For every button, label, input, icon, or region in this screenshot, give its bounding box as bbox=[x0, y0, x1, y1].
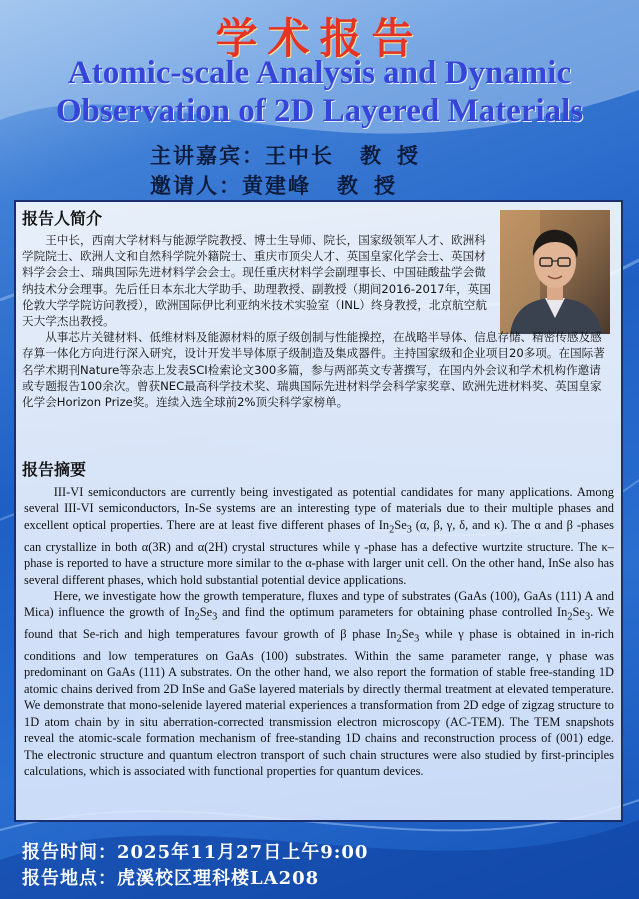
talk-location bbox=[22, 864, 319, 890]
abstract-heading: 报告摘要 bbox=[22, 460, 87, 479]
subscript-3: 3 bbox=[212, 611, 218, 623]
abstract-se: Se bbox=[199, 605, 213, 620]
abstract-p2-part-a: Here, we investigate how the growth temperature, fluxes and type of substrates (GaAs (100), GaAs (111) A and Mica) influence the growth of In bbox=[24, 588, 614, 620]
abstract-se: Se bbox=[572, 605, 585, 620]
speaker-line bbox=[150, 140, 434, 170]
speaker-role: 教授 bbox=[360, 143, 434, 168]
inviter-name: 黄建峰 bbox=[242, 173, 311, 198]
bio-paragraph-1: 王中长，西南大学材料与能源学院教授、博士生导师、院长，国家级领军人才、欧洲科学院院士、欧洲人文和自然科学院外籍院士、重庆市顶尖人才、英国皇家化学会士、英国材料学会会士、瑞典国际先进材料学会会士。现任重庆材料学会副理事长、中国硅酸盐学会微纳技术分会理事。先后任日本东北大学助手、助理教授、副教授（期间2016-2017年，英国伦敦大学学院访问教授），欧洲国际伊比利亚纳米技术实验室（INL）终身教授，北京航空航天大学杰出教授。 bbox=[22, 233, 491, 329]
subscript-2: 2 bbox=[194, 611, 200, 623]
abstract-text bbox=[24, 484, 614, 779]
bio-text bbox=[22, 232, 614, 410]
content-panel bbox=[14, 200, 623, 822]
time-label: 报告时间： bbox=[22, 842, 117, 863]
abstract-p2-part-b: and find the optimum parameters for obtaining phase controlled In bbox=[217, 605, 568, 620]
speaker-name: 王中长 bbox=[265, 143, 334, 168]
subscript-3: 3 bbox=[414, 633, 420, 645]
abstract-paragraph-1 bbox=[24, 484, 614, 588]
subscript-2: 2 bbox=[389, 524, 395, 536]
abstract-p2-part-c: . We found that Se-rich and high temperatures favour growth of β phase In bbox=[24, 605, 614, 642]
poster-title: 学术报告 bbox=[215, 14, 424, 63]
abstract-p1-part-b: (α, β, γ, δ, and κ). The α and β -phases can crystallize in both α(3R) and α(2H) crystal structures while γ -phase has a defective wurtzite structure. The κ–phase is reported to have a structure more similar to the α-phase with larger unit cell. On the other hand, InSe also has several different phases, which hold substantial potential device applications. bbox=[24, 517, 614, 587]
abstract-paragraph-2 bbox=[24, 588, 614, 779]
talk-time bbox=[22, 838, 368, 864]
subscript-2: 2 bbox=[567, 611, 573, 623]
place-label: 报告地点： bbox=[22, 868, 117, 889]
subscript-2: 2 bbox=[396, 633, 402, 645]
abstract-se: Se bbox=[394, 517, 407, 532]
inviter-label: 邀请人： bbox=[150, 173, 242, 198]
time-value: 2025年11月27日上午9:00 bbox=[117, 842, 369, 863]
speaker-label: 主讲嘉宾： bbox=[150, 143, 265, 168]
bio-paragraph-2: 从事芯片关键材料、低维材料及能源材料的原子级创制与性能操控，在战略半导体、信息存储、精密传感及感存算一体化方向进行深入研究，设计开发半导体原子级制造及集成器件。主持国家级和企业项目20多项。在国际著名学术期刊Nature等杂志上发表SCI检索论文300多篇，参与两部英文专著撰写，在国内外会议和学术机构作邀请或专题报告100余次。曾获NEC最高科学技术奖、瑞典国际先进材料学会科学家奖章、欧洲先进材料奖、英国皇家化学会Horizon Prize奖。连续入选全球前2%顶尖科学家榜单。 bbox=[22, 330, 605, 410]
place-value: 虎溪校区理科楼LA208 bbox=[117, 868, 320, 889]
subscript-3: 3 bbox=[406, 524, 412, 536]
abstract-p2-part-d: while γ phase is obtained in in-rich conditions and low temperatures on GaAs (100) substrates. Within the same parameter range, γ phase was predominant on GaAs (111) A substrates. On the other hand, we also report the formation of stable free-standing 1D atomic chains derived from 2D InSe and GaSe layered materials by directly thermal treatment at elevated temperature. We demonstrate that mono-selenide layered material experiences a transformation from 2D edge of zigzag structure to 1D atom chain by in situ aberration-corrected transmission electron microscopy (AC-TEM). The TEM snapshots reveal the atomic-scale formation mechanism of free-standing 1D chains and reconstruction process of (001) edge. The electronic structure and quantum electron transport of such chain structures were also studied by first-principles calculations, which is associated with functional properties for quantum devices. bbox=[24, 627, 614, 778]
subscript-3: 3 bbox=[584, 611, 591, 623]
abstract-se: Se bbox=[401, 627, 415, 642]
inviter-line bbox=[150, 170, 411, 200]
abstract-p1-part-a: III-VI semiconductors are currently being investigated as potential candidates for many applications. Among several III-VI semiconductors, In-Se systems are an interesting type of materials due to their multiple phases and excellent optical properties. There are at least five different phases of In bbox=[24, 485, 614, 532]
talk-english-title: Atomic-scale Analysis and Dynamic Observation of 2D Layered Materials bbox=[55, 55, 584, 129]
bio-heading: 报告人简介 bbox=[22, 209, 103, 228]
inviter-role: 教授 bbox=[337, 173, 411, 198]
